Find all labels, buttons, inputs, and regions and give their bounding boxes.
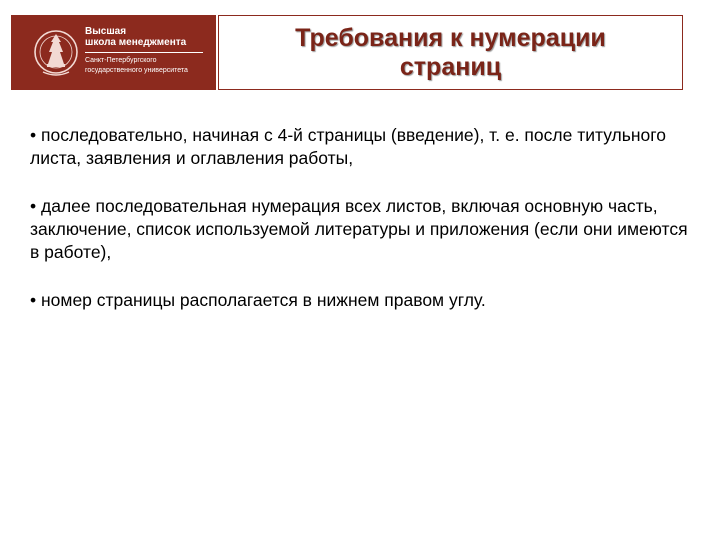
logo-title [85, 26, 186, 48]
bullet-list [30, 124, 700, 337]
logo-subtitle [85, 56, 188, 76]
title-box [218, 15, 683, 90]
bullet-item [30, 195, 700, 264]
bullet-text: последовательно, начиная с 4-й страницы (введение), т. е. после титульного листа, заявления и оглавления работы, [30, 125, 667, 168]
logo-name-line1: Высшая [85, 26, 127, 37]
bullet-mark: • [30, 125, 37, 145]
bullet-text: номер страницы располагается в нижнем правом углу. [41, 290, 486, 310]
logo-block [11, 15, 216, 90]
logo-name-line2: школа менеджмента [85, 37, 187, 48]
logo-sub-line2: государственного университета [85, 67, 188, 74]
bullet-item [30, 289, 700, 312]
bullet-text: далее последовательная нумерация всех листов, включая основную часть, заключение, список используемой литературы и приложения (если они имеются в работе), [30, 196, 688, 262]
university-emblem-icon [33, 22, 79, 82]
bullet-item [30, 124, 700, 170]
logo-divider [85, 52, 203, 53]
bullet-mark: • [30, 290, 37, 310]
bullet-mark: • [30, 196, 37, 216]
logo-sub-line1: Санкт-Петербургского [85, 57, 157, 64]
page-title: Требования к нумерации страниц [295, 23, 606, 81]
